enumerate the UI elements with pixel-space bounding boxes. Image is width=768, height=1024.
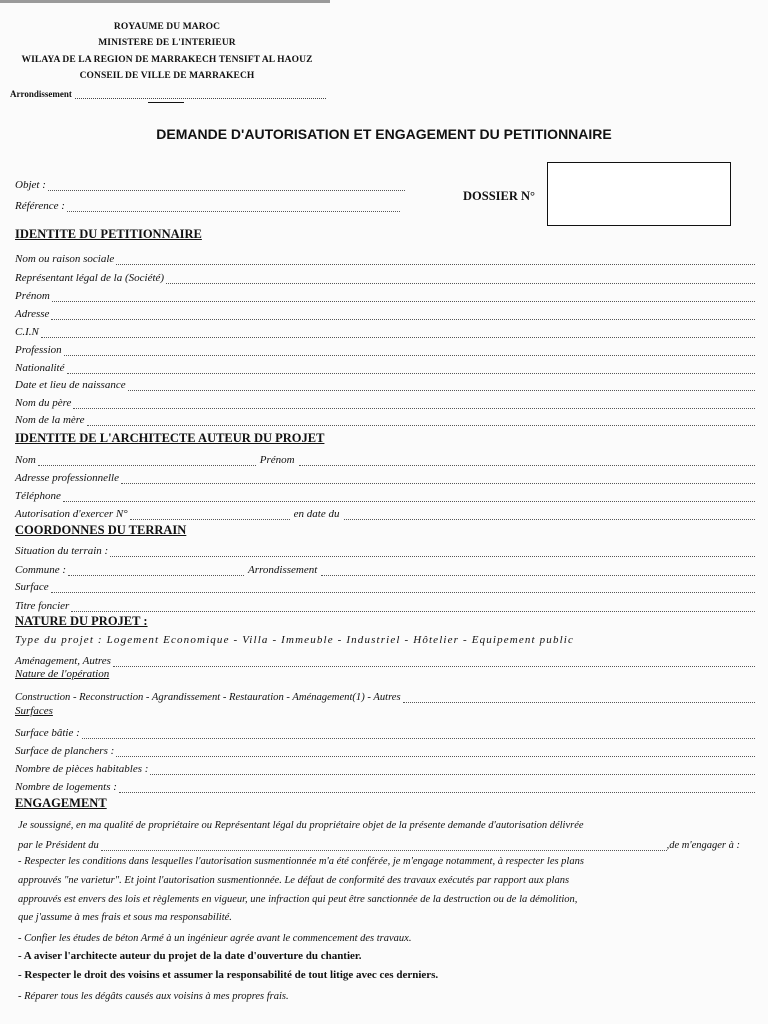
form-title: DEMANDE D'AUTORISATION ET ENGAGEMENT DU PETITIONNAIRE <box>156 126 612 142</box>
arrondissement-field[interactable] <box>10 89 326 99</box>
architecte-adresse-label: Adresse professionnelle <box>15 472 119 484</box>
architecte-autorisation-label: Autorisation d'exercer N° <box>15 508 128 520</box>
construction-options-field[interactable] <box>15 688 755 703</box>
petitionnaire-field-label: Date et lieu de naissance <box>15 379 126 391</box>
construction-input-line[interactable] <box>403 693 755 703</box>
terrain-situation-field[interactable] <box>15 542 755 557</box>
terrain-arrondissement-input-line[interactable] <box>321 566 755 576</box>
section-nature: NATURE DU PROJET : <box>15 614 148 628</box>
petitionnaire-field-input-line[interactable] <box>73 399 755 409</box>
type-projet-options[interactable]: Type du projet : Logement Economique - Villa - Immeuble - Industriel - Hôtelier - Equipement public <box>15 634 575 646</box>
section-engagement: ENGAGEMENT <box>15 796 107 810</box>
nature-operation-heading: Nature de l'opération <box>15 668 110 680</box>
engagement-paragraph-6: que j'assume à mes frais et sous ma responsabilité. <box>18 912 232 923</box>
petitionnaire-field-label: Nom du père <box>15 397 72 409</box>
scan-edge-line <box>0 0 330 3</box>
nombre-logements-input-line[interactable] <box>119 783 755 793</box>
surface-planchers-input-line[interactable] <box>116 747 755 757</box>
nombre-logements-field[interactable] <box>15 778 755 793</box>
section-petitionnaire: IDENTITE DU PETITIONNAIRE <box>15 227 202 241</box>
engagement-president-field[interactable] <box>18 836 740 851</box>
petitionnaire-field-input-line[interactable] <box>64 346 755 356</box>
terrain-surface-label: Surface <box>15 581 49 593</box>
terrain-surface-input-line[interactable] <box>51 583 755 593</box>
pieces-habitables-input-line[interactable] <box>150 765 755 775</box>
header-wilaya: WILAYA DE LA REGION DE MARRAKECH TENSIFT AL HAOUZ <box>21 55 313 65</box>
engagement-paragraph-10: - Réparer tous les dégâts causés aux voisins à mes propres frais. <box>18 991 289 1002</box>
nombre-logements-label: Nombre de logements : <box>15 781 117 793</box>
terrain-situation-input-line[interactable] <box>110 547 755 557</box>
terrain-commune-field[interactable] <box>15 561 755 576</box>
petitionnaire-field-input-line[interactable] <box>87 416 755 426</box>
petitionnaire-field[interactable] <box>15 269 755 284</box>
petitionnaire-field[interactable] <box>15 323 755 338</box>
architecte-adresse-field[interactable] <box>15 469 755 484</box>
petitionnaire-field-label: Nationalité <box>15 362 65 374</box>
petitionnaire-field[interactable] <box>15 305 755 320</box>
petitionnaire-field[interactable] <box>15 376 755 391</box>
petitionnaire-field-input-line[interactable] <box>41 328 755 338</box>
engagement-paragraph-9: - Respecter le droit des voisins et assumer la responsabilité de tout litige avec ces derniers. <box>18 969 439 981</box>
amenagement-field[interactable] <box>15 652 755 667</box>
header-underline <box>148 102 184 103</box>
petitionnaire-field-input-line[interactable] <box>67 364 756 374</box>
terrain-titre-input-line[interactable] <box>71 602 755 612</box>
petitionnaire-field[interactable] <box>15 394 755 409</box>
petitionnaire-field[interactable] <box>15 341 755 356</box>
terrain-commune-input-line[interactable] <box>68 566 244 576</box>
architecte-date-label: en date du <box>293 508 340 520</box>
surface-planchers-field[interactable] <box>15 742 755 757</box>
petitionnaire-field-label: Nom ou raison sociale <box>15 253 115 265</box>
surface-planchers-label: Surface de planchers : <box>15 745 115 757</box>
surfaces-heading: Surfaces <box>15 705 53 717</box>
petitionnaire-field[interactable] <box>15 359 755 374</box>
architecte-autorisation-input-line[interactable] <box>130 510 290 520</box>
petitionnaire-field-label: Nom de la mère <box>15 414 85 426</box>
petitionnaire-field[interactable] <box>15 287 755 302</box>
petitionnaire-field-label: Adresse <box>15 308 50 320</box>
engagement-president-input-line[interactable] <box>101 841 667 851</box>
amenagement-label: Aménagement, Autres <box>15 655 111 667</box>
dossier-number-box[interactable] <box>547 162 731 226</box>
terrain-titre-label: Titre foncier <box>15 600 70 612</box>
terrain-titre-field[interactable] <box>15 597 755 612</box>
petitionnaire-field[interactable] <box>15 411 755 426</box>
terrain-surface-field[interactable] <box>15 578 755 593</box>
petitionnaire-field-input-line[interactable] <box>128 381 755 391</box>
petitionnaire-field[interactable] <box>15 250 755 265</box>
petitionnaire-field-input-line[interactable] <box>52 292 755 302</box>
petitionnaire-field-input-line[interactable] <box>51 310 755 320</box>
engagement-engager-text: ,de m'engager à : <box>666 840 740 851</box>
engagement-paragraph-4: approuvés "ne varietur". Et joint l'autorisation susmentionnée. Le défaut de conformité des travaux exécutés par rapport aux plans <box>18 875 570 886</box>
engagement-paragraph-5: approuvés est envers des lois et règlements en vigueur, une infraction qui peut être sanctionnée de la destruction ou de la démolition, <box>18 894 578 905</box>
surface-batie-field[interactable] <box>15 724 755 739</box>
architecte-telephone-label: Téléphone <box>15 490 61 502</box>
engagement-paragraph-1: Je soussigné, en ma qualité de propriétaire ou Représentant légal du propriétaire objet de la présente demande d'autorisation délivrée <box>18 820 584 831</box>
engagement-president-label: par le Président du <box>18 840 99 851</box>
header-council: CONSEIL DE VILLE DE MARRAKECH <box>79 71 255 81</box>
objet-label: Objet : <box>15 179 46 191</box>
terrain-arrondissement-label: Arrondissement <box>248 564 318 576</box>
reference-field[interactable] <box>15 197 400 212</box>
arrondissement-label: Arrondissement <box>10 89 72 99</box>
dossier-label: DOSSIER N° <box>463 189 536 203</box>
engagement-paragraph-8: - A aviser l'architecte auteur du projet de la date d'ouverture du chantier. <box>18 950 362 962</box>
reference-label: Référence : <box>15 200 65 212</box>
petitionnaire-field-label: Représentant légal de la (Société) <box>15 272 165 284</box>
architecte-telephone-input-line[interactable] <box>63 492 755 502</box>
amenagement-input-line[interactable] <box>113 657 755 667</box>
surface-batie-input-line[interactable] <box>82 729 755 739</box>
surface-batie-label: Surface bâtie : <box>15 727 80 739</box>
petitionnaire-field-label: C.I.N <box>15 326 39 338</box>
petitionnaire-field-input-line[interactable] <box>166 274 755 284</box>
engagement-paragraph-7: - Confier les études de béton Armé à un ingénieur agrée avant le commencement des travaux. <box>18 933 412 944</box>
terrain-commune-label: Commune : <box>15 564 67 576</box>
construction-options[interactable]: Construction - Reconstruction - Agrandissement - Restauration - Aménagement(1) - Autres <box>15 692 401 703</box>
architecte-nom-label: Nom <box>15 454 36 466</box>
pieces-habitables-label: Nombre de pièces habitables : <box>15 763 149 775</box>
section-architecte: IDENTITE DE L'ARCHITECTE AUTEUR DU PROJET <box>15 431 325 445</box>
architecte-nom-field[interactable] <box>15 451 755 466</box>
terrain-situation-label: Situation du terrain : <box>15 545 109 557</box>
petitionnaire-field-label: Prénom <box>15 290 50 302</box>
architecte-nom-input-line[interactable] <box>38 456 256 466</box>
section-terrain: COORDONNES DU TERRAIN <box>15 523 187 537</box>
arrondissement-input-line[interactable] <box>75 89 326 99</box>
objet-field[interactable] <box>15 176 405 191</box>
engagement-paragraph-3: - Respecter les conditions dans lesquelles l'autorisation susmentionnée m'a été conférée, je m'engage notamment, à respecter les plans <box>18 856 584 867</box>
header-ministry: MINISTERE DE L'INTERIEUR <box>98 38 236 48</box>
header-kingdom: ROYAUME DU MAROC <box>113 22 221 32</box>
pieces-habitables-field[interactable] <box>15 760 755 775</box>
architecte-telephone-field[interactable] <box>15 487 755 502</box>
architecte-prenom-input-line[interactable] <box>299 456 755 466</box>
petitionnaire-field-input-line[interactable] <box>116 255 755 265</box>
objet-input-line[interactable] <box>48 181 405 191</box>
reference-input-line[interactable] <box>67 202 400 212</box>
architecte-adresse-input-line[interactable] <box>121 474 755 484</box>
architecte-autorisation-field[interactable] <box>15 505 755 520</box>
architecte-prenom-label: Prénom <box>259 454 295 466</box>
petitionnaire-field-label: Profession <box>15 344 62 356</box>
architecte-date-input-line[interactable] <box>344 510 756 520</box>
